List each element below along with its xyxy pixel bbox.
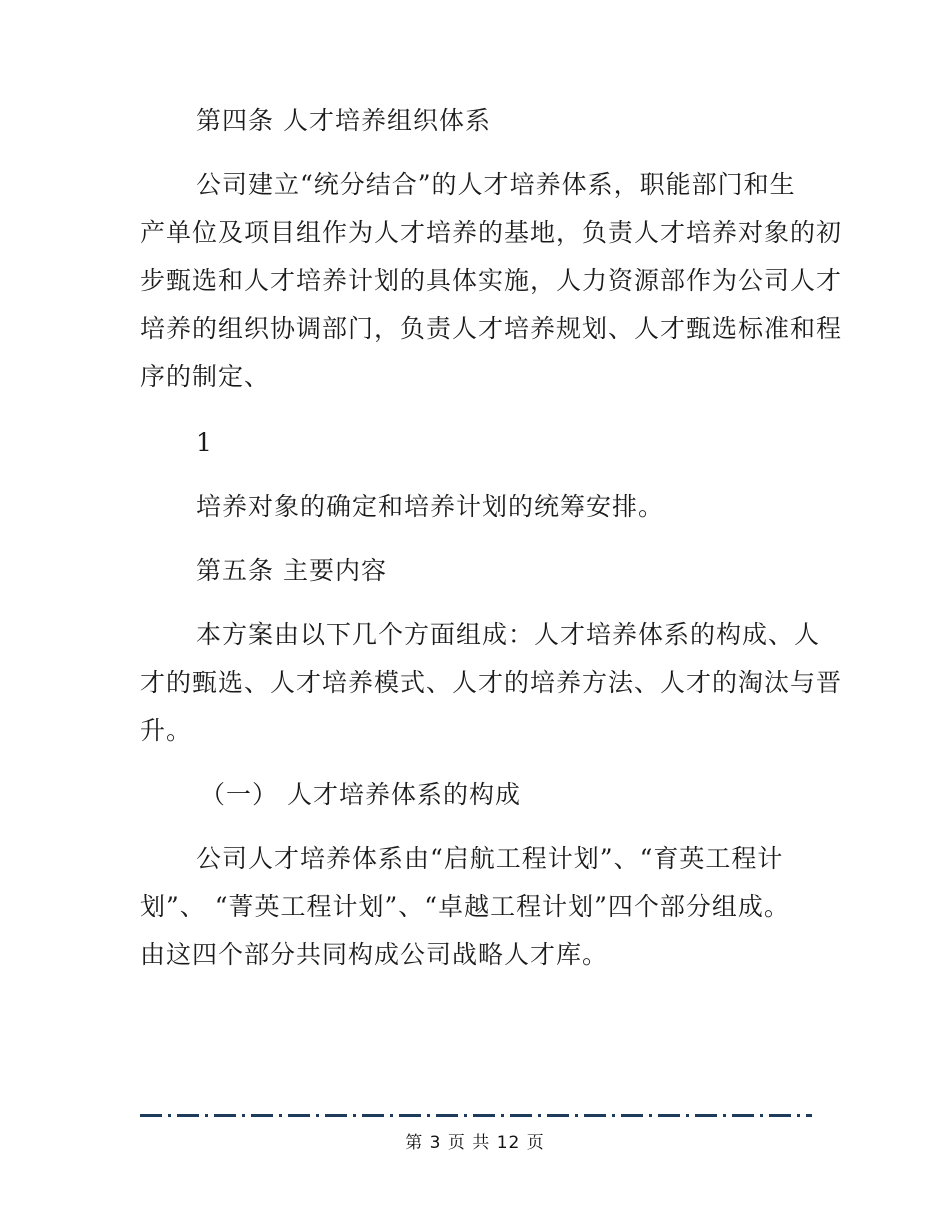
article-4-heading: 第四条 人才培养组织体系 [196, 106, 491, 135]
section-1-heading: （一） 人才培养体系的构成 [200, 780, 521, 809]
article-5-heading: 第五条 主要内容 [196, 556, 387, 585]
paragraph-line: 由这四个部分共同构成公司战略人才库。 [140, 940, 609, 969]
footer-divider [140, 1114, 812, 1117]
paragraph-line: 本方案由以下几个方面组成：人才培养体系的构成、人 [196, 620, 821, 649]
paragraph-line: 公司建立“统分结合”的人才培养体系，职能部门和生 [196, 170, 796, 199]
paragraph-line: 序的制定、 [140, 362, 271, 391]
paragraph-line: 培养对象的确定和培养计划的统筹安排。 [196, 492, 665, 521]
paragraph-line: 划”、 “菁英工程计划”、“卓越工程计划”四个部分组成。 [140, 892, 790, 921]
page-footer: 第 3 页 共 12 页 [405, 1133, 545, 1153]
paragraph-line: 产单位及项目组作为人才培养的基地，负责人才培养对象的初 [140, 218, 843, 247]
paragraph-line: 步甄选和人才培养计划的具体实施，人力资源部作为公司人才 [140, 266, 843, 295]
paragraph-line: 升。 [140, 716, 193, 745]
paragraph-line: 培养的组织协调部门，负责人才培养规划、人才甄选标准和程 [140, 314, 843, 343]
paragraph-line: 才的甄选、人才培养模式、人才的培养方法、人才的淘汰与晋 [140, 668, 843, 697]
inline-page-number: 1 [196, 428, 213, 457]
paragraph-line: 公司人才培养体系由“启航工程计划”、“育英工程计 [196, 844, 784, 873]
